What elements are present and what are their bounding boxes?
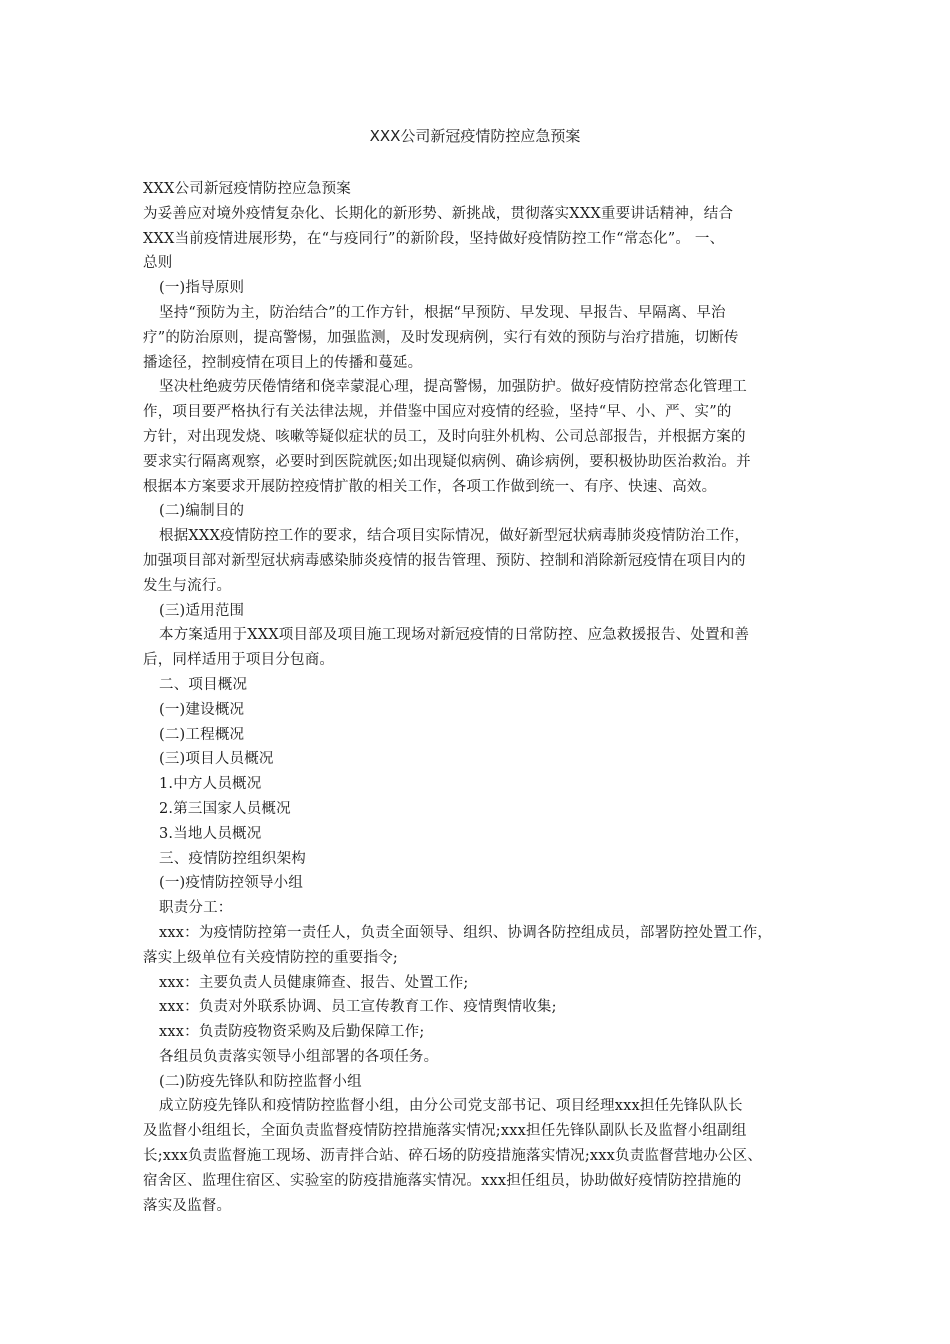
text-line: 要求实行隔离观察，必要时到医院就医;如出现疑似病例、确诊病例，要积极协助医治救治。并 (143, 453, 751, 470)
text-line: 疗”的防治原则，提高警惕，加强监测，及时发现病例，实行有效的预防与治疗措施，切断传 (143, 329, 739, 346)
text-line: 播途径，控制疫情在项目上的传播和蔓延。 (143, 354, 423, 371)
text-line: 成立防疫先锋队和疫情防控监督小组，由分公司党支部书记、项目经理xxx担任先锋队队长 (159, 1098, 743, 1115)
text-line: 总则 (143, 255, 173, 272)
text-line: 1.中方人员概况 (159, 776, 262, 793)
text-line: 长;xxx负责监督施工现场、沥青拌合站、碎石场的防疫措施落实情况;xxx负责监督营地办公区、 (143, 1148, 763, 1165)
text-line: (三)适用范围 (159, 602, 245, 619)
text-line: 落实及监督。 (143, 1197, 232, 1214)
text-line: 三、疫情防控组织架构 (159, 850, 306, 867)
text-line: 坚持“预防为主，防治结合”的工作方针，根据“早预防、早发现、早报告、早隔离、早治 (159, 304, 726, 321)
text-line: 2.第三国家人员概况 (159, 800, 291, 817)
text-line: XXX公司新冠疫情防控应急预案 (143, 181, 351, 197)
text-line: 职责分工： (159, 900, 233, 917)
text-line: 落实上级单位有关疫情防控的重要指令; (143, 949, 398, 966)
text-line: xxx：为疫情防控第一责任人，负责全面领导、组织、协调各防控组成员，部署防控处置工作， (159, 924, 773, 941)
text-line: (一)疫情防控领导小组 (159, 875, 304, 892)
text-line: XXX当前疫情进展形势，在“与疫同行”的新阶段，坚持做好疫情防控工作“常态化”。 一、 (143, 230, 725, 247)
text-line: 后，同样适用于项目分包商。 (143, 652, 335, 669)
text-line: (二)工程概况 (159, 726, 245, 743)
text-line: 方针，对出现发烧、咳嗽等疑似症状的员工，及时向驻外机构、公司总部报告，并根据方案的 (143, 428, 746, 445)
text-line: 加强项目部对新型冠状病毒感染肺炎疫情的报告管理、预防、控制和消除新冠疫情在项目内的 (143, 552, 746, 569)
text-line: xxx：负责对外联系协调、员工宣传教育工作、疫情舆情收集; (159, 999, 557, 1016)
text-line: 本方案适用于XXX项目部及项目施工现场对新冠疫情的日常防控、应急救援报告、处置和善 (159, 627, 750, 644)
text-line: 及监督小组组长，全面负责监督疫情防控措施落实情况;xxx担任先锋队副队长及监督小组副组 (143, 1123, 747, 1140)
text-line: (三)项目人员概况 (159, 751, 274, 768)
text-line: (一)指导原则 (159, 280, 245, 297)
text-line: 坚决杜绝疲劳厌倦情绪和侥幸蒙混心理，提高警惕，加强防护。做好疫情防控常态化管理工 (159, 379, 747, 396)
text-line: 作，项目要严格执行有关法律法规，并借鉴中国应对疫情的经验，坚持“早、小、严、实”的 (143, 404, 732, 421)
text-line: (二)防疫先锋队和防控监督小组 (159, 1073, 362, 1090)
page-title: XXX公司新冠疫情防控应急预案 (369, 127, 581, 145)
text-line: 宿舍区、监理住宿区、实验室的防疫措施落实情况。xxx担任组员，协助做好疫情防控措施的 (143, 1172, 742, 1189)
text-line: 3.当地人员概况 (159, 825, 262, 842)
text-line: 根据XXX疫情防控工作的要求，结合项目实际情况，做好新型冠状病毒肺炎疫情防治工作， (159, 528, 750, 545)
text-line: 各组员负责落实领导小组部署的各项任务。 (159, 1048, 439, 1065)
document-body (143, 177, 818, 1218)
text-line: (二)编制目的 (159, 503, 245, 520)
text-line: (一)建设概况 (159, 701, 245, 718)
text-line: 根据本方案要求开展防控疫情扩散的相关工作，各项工作做到统一、有序、快速、高效。 (143, 478, 717, 495)
text-line: 发生与流行。 (143, 577, 232, 594)
text-line: xxx：主要负责人员健康筛查、报告、处置工作; (159, 974, 469, 991)
text-line: 为妥善应对境外疫情复杂化、长期化的新形势、新挑战，贯彻落实XXX重要讲话精神，结合 (143, 205, 734, 222)
text-line: xxx：负责防疫物资采购及后勤保障工作; (159, 1024, 425, 1041)
text-line: 二、项目概况 (159, 676, 248, 693)
